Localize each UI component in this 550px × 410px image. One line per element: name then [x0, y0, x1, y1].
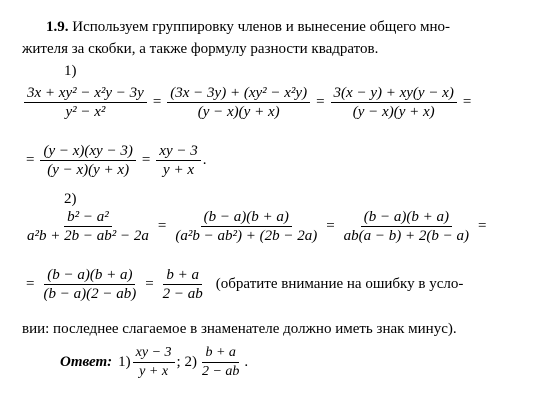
p2-f2-denominator: (a²b − ab²) + (2b − 2a) [175, 228, 318, 244]
answer-f2-numerator: b + a [202, 344, 238, 363]
answer-fraction-1 [133, 344, 175, 381]
note-end: вии: последнее слагаемое в знаменателе должно иметь знак минус). [22, 321, 457, 337]
p1-f5-denominator: y + x [163, 162, 194, 178]
part1-label: 1) [64, 63, 77, 79]
answer-f1-numerator: xy − 3 [133, 344, 175, 363]
p1-f4-denominator: (y − x)(y + x) [47, 162, 130, 178]
equals-sign: = [157, 218, 167, 234]
p1-fraction-3 [331, 84, 457, 121]
p1-fraction-5 [156, 142, 200, 179]
answer-period: . [244, 354, 249, 370]
p2-fraction-1 [24, 208, 152, 245]
p2-f1-numerator: b² − a² [64, 208, 112, 227]
equals-sign: = [141, 152, 151, 168]
p2-fraction-4 [40, 266, 139, 303]
problem-number: 1.9. [46, 19, 69, 35]
intro-line-1 [46, 18, 450, 36]
p1-f3-numerator: 3(x − y) + xy(y − x) [331, 84, 457, 103]
equals-sign: = [462, 94, 472, 110]
answer-fraction-2 [199, 344, 242, 381]
period: . [202, 152, 207, 168]
p2-f5-denominator: 2 − ab [162, 286, 203, 302]
equals-sign: = [316, 94, 325, 110]
p2-fraction-2 [172, 208, 320, 245]
equals-sign: = [152, 94, 162, 110]
p1-fraction-2 [167, 84, 310, 121]
answer-f2-denominator: 2 − ab [201, 364, 240, 379]
p2-f2-numerator: (b − a)(b + a) [201, 208, 292, 227]
equals-sign: = [26, 152, 35, 168]
part2-row1 [22, 208, 490, 245]
p2-f1-denominator: a²b + 2b − ab² − 2a [27, 228, 149, 244]
p2-fraction-5 [160, 266, 206, 303]
p2-f3-denominator: ab(a − b) + 2(b − a) [343, 228, 470, 244]
p1-f1-numerator: 3x + xy² − x²y − 3y [24, 84, 147, 103]
p2-f4-numerator: (b − a)(b + a) [44, 266, 135, 285]
equals-sign: = [478, 218, 487, 234]
p1-f1-denominator: y² − x² [65, 104, 106, 120]
note-start: (обратите внимание на ошибку в усло- [215, 276, 464, 292]
answer-part-1-label: 1) [118, 354, 131, 370]
part2-row2 [22, 266, 463, 303]
p1-fraction-4 [40, 142, 135, 179]
answer-separator: ; 2) [176, 354, 197, 370]
answer-label: Ответ: [60, 354, 113, 370]
answer-row [60, 344, 248, 381]
equals-sign: = [26, 276, 35, 292]
p1-f3-denominator: (y − x)(y + x) [352, 104, 435, 120]
part2-label: 2) [64, 191, 77, 207]
p2-fraction-3 [341, 208, 472, 245]
p2-f3-numerator: (b − a)(b + a) [361, 208, 452, 227]
p2-f4-denominator: (b − a)(2 − ab) [43, 286, 137, 302]
p1-f4-numerator: (y − x)(xy − 3) [40, 142, 135, 161]
equals-sign: = [145, 276, 154, 292]
p1-f2-numerator: (3x − 3y) + (xy² − x²y) [167, 84, 310, 103]
part1-row2 [22, 142, 206, 179]
intro-line-2: жителя за скобки, а также формулу разности квадратов. [22, 41, 379, 57]
answer-f1-denominator: y + x [139, 364, 169, 379]
p2-f5-numerator: b + a [163, 266, 202, 285]
p1-f2-denominator: (y − x)(y + x) [197, 104, 280, 120]
equals-sign: = [326, 218, 335, 234]
part1-row1 [22, 84, 475, 121]
p1-fraction-1 [24, 84, 147, 121]
p1-f5-numerator: xy − 3 [156, 142, 200, 161]
intro-text-1: Используем группировку членов и вынесение общего мно- [72, 19, 451, 35]
